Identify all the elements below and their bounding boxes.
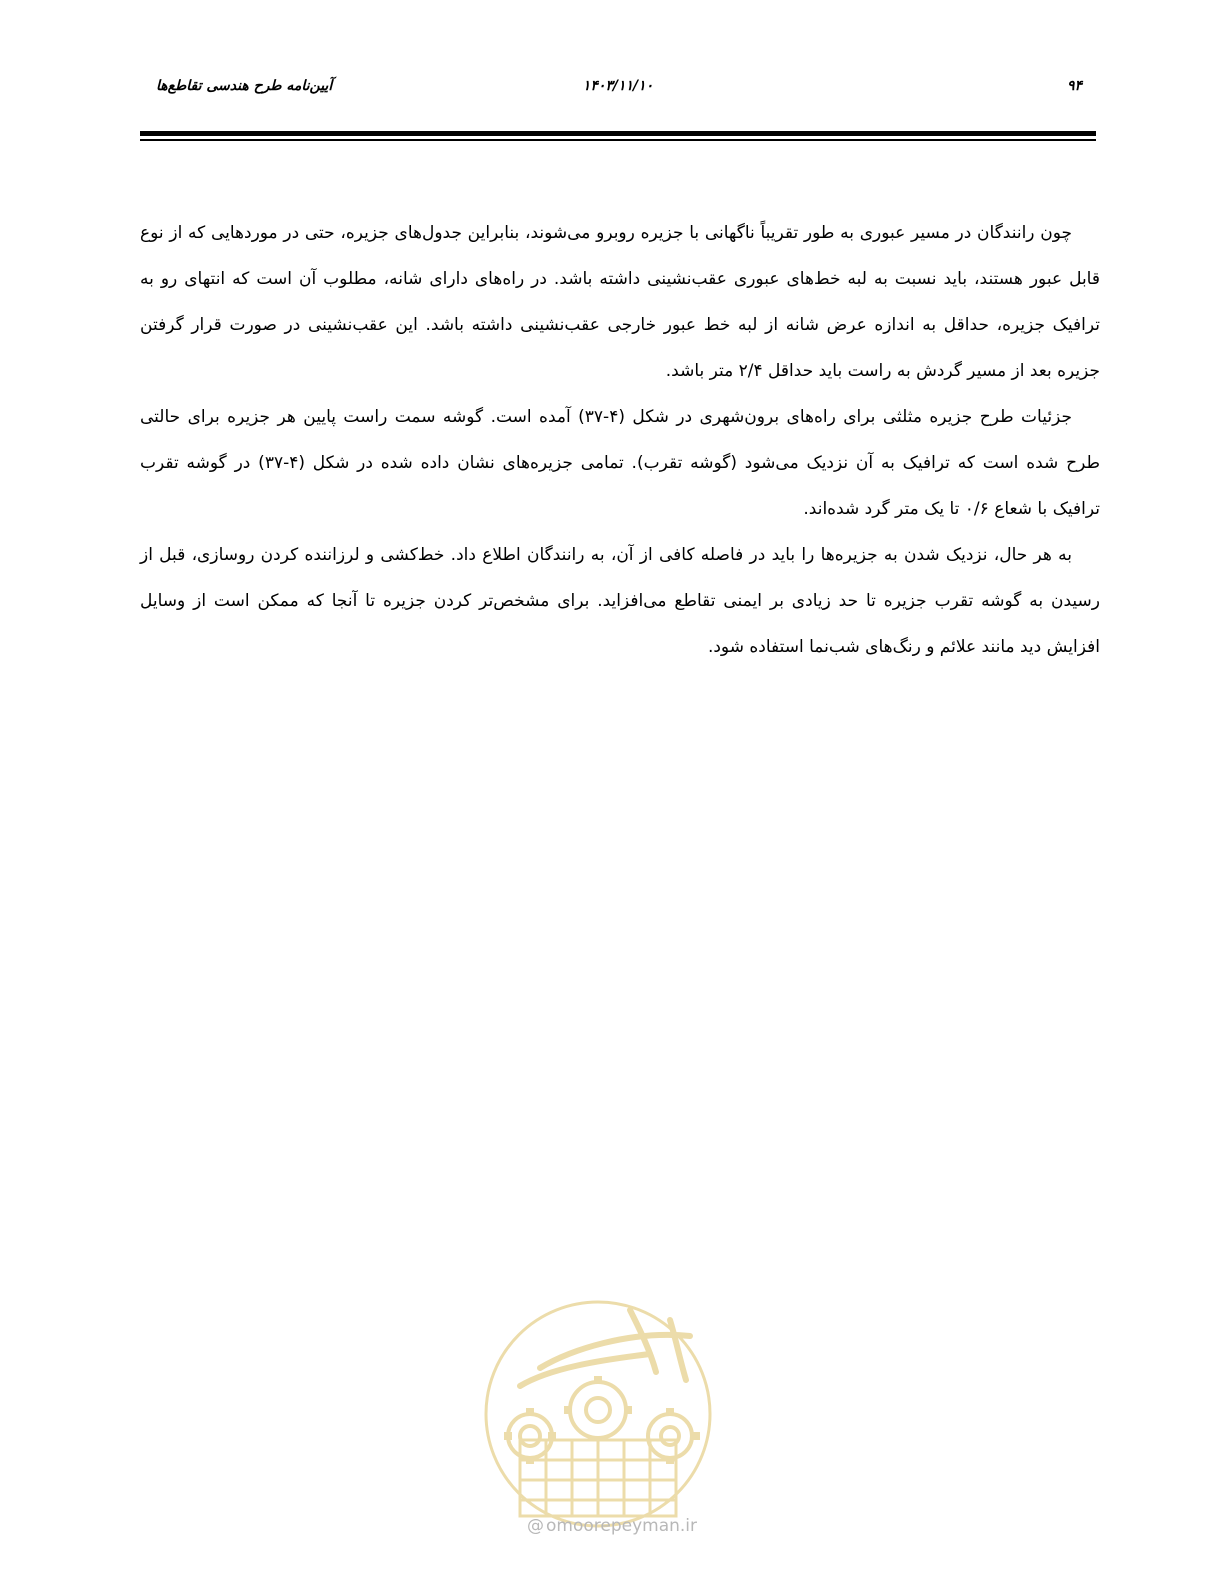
paragraph: جزئیات طرح جزیره مثلثی برای راه‌های برون‌شهری در شکل (۴-۳۷) آمده است. گوشه سمت راست پایین هر جزیره برای حالتی طرح شده است که ترافیک به آن نزدیک می‌شود (گوشه تقرب). تمامی جزیره‌های نشان داده شده در شکل (۴-۳۷) در گوشه تقرب ترافیک با شعاع ۰/۶ تا یک متر گرد شده‌اند. [140, 407, 1100, 519]
body-text [140, 210, 1100, 670]
paragraph: به هر حال، نزدیک شدن به جزیره‌ها را باید در فاصله کافی از آن، به رانندگان اطلاع داد. خط‌کشی و لرزاننده کردن روسازی، قبل از رسیدن به گوشه تقرب جزیره تا حد زیادی بر ایمنی تقاطع می‌افزاید. برای مشخص‌تر کردن جزیره تا آنجا که ممکن است از وسایل افزایش دید مانند علائم و رنگ‌های شب‌نما استفاده شود. [140, 545, 1100, 657]
watermark-seal [480, 1290, 740, 1550]
page-header [140, 64, 1096, 104]
watermark-logo-icon [480, 1290, 740, 1550]
watermark-url-text: omoorepeyman.ir [545, 1516, 698, 1536]
document-title: آیین‌نامه طرح هندسی تقاطع‌ها [156, 78, 333, 94]
watermark-url [0, 1516, 1224, 1536]
document-date: ۱۴۰۳/۱۱/۱۰ [582, 78, 654, 94]
header-rule-thick [140, 131, 1096, 136]
paragraph: چون رانندگان در مسیر عبوری به طور تقریباً ناگهانی با جزیره روبرو می‌شوند، بنابراین جدول‌های جزیره، حتی در موردهایی که از نوع قابل عبور هستند، باید نسبت به لبه خط‌های عبوری عقب‌نشینی داشته باشد. در راه‌های دارای شانه، مطلوب آن است که انتهای رو به ترافیک جزیره، حداقل به اندازه عرض شانه از لبه خط عبور خارجی عقب‌نشینی داشته باشد. این عقب‌نشینی در صورت قرار گرفتن جزیره بعد از مسیر گردش به راست باید حداقل ۲/۴ متر باشد. [140, 223, 1100, 381]
page-number: ۹۴ [1066, 78, 1082, 94]
header-rule-thin [140, 139, 1096, 141]
at-icon: @ [526, 1516, 544, 1536]
